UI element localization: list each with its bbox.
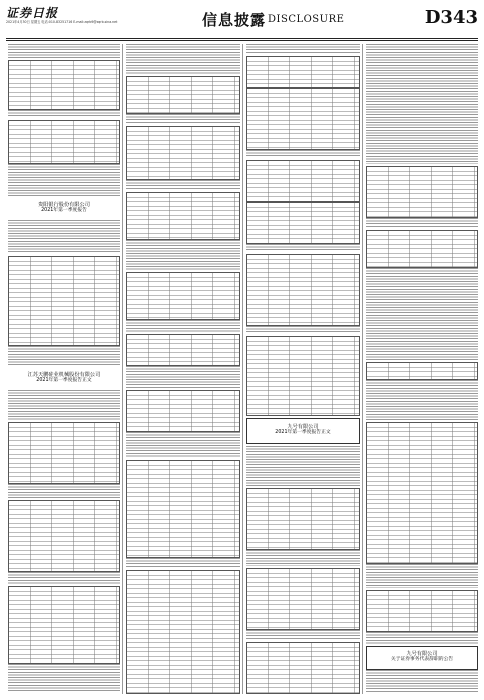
data-table [246,642,360,694]
company-name: 九号有限公司 [406,651,438,657]
announcement-heading [8,202,120,215]
text-block [246,244,360,252]
text-block [8,110,120,118]
column-divider [362,44,363,694]
data-table [8,60,120,110]
data-table [246,202,360,244]
section-title-en: DISCLOSURE [268,14,345,25]
announcement-heading [247,424,359,437]
text-block [246,446,360,486]
text-block [8,664,120,692]
text-block [366,670,478,692]
text-block [8,390,120,420]
data-table [126,390,240,432]
masthead [6,4,478,38]
column-divider [242,44,243,694]
data-table [246,160,360,202]
data-table [8,500,120,572]
text-block [126,240,240,270]
text-block [8,572,120,584]
data-table [8,256,120,346]
text-block [366,268,478,360]
data-table [366,422,478,564]
dateline: 2021年4月30日 星期五 电话:010-83251716 E-mail:zqrb9@zqrb.sina.net [6,20,118,24]
data-table [246,88,360,150]
data-table [126,76,240,114]
data-table [246,336,360,416]
data-table [8,586,120,664]
data-table [126,192,240,240]
data-table [126,570,240,694]
text-block [366,44,478,164]
data-table [246,254,360,326]
company-name: 贵阳银行股份有限公司 [38,202,90,208]
text-block [246,550,360,566]
data-table [126,334,240,366]
report-title: 2021年第一季度报告 [41,208,87,214]
data-table [366,230,478,268]
report-title: 2021年第一季度报告正文 [275,430,331,436]
announcement-heading [367,651,477,664]
column-divider [122,44,123,694]
data-table [366,362,478,380]
masthead-rule [6,38,478,39]
data-table [246,56,360,88]
text-block [246,630,360,640]
report-title: 2021年第一季度报告正文 [36,378,92,384]
section-title: 信息披露 [202,11,267,29]
text-block [366,218,478,228]
newspaper-logo: 证券日报 [6,6,59,20]
text-block [126,44,240,74]
data-table [366,166,478,218]
announcement-heading [8,372,120,385]
text-block [8,164,120,198]
data-table [366,590,478,632]
data-table [126,126,240,180]
text-block [8,44,120,58]
text-block [366,380,478,420]
text-block [246,150,360,158]
company-name: 九号有限公司 [287,424,319,430]
text-block [246,44,360,54]
data-table [246,488,360,550]
text-block [126,366,240,388]
masthead-rule-thin [6,40,478,41]
text-block [126,180,240,190]
text-block [126,558,240,568]
text-block [8,346,120,366]
text-block [8,484,120,498]
company-name: 江苏天鹏硅业机械股份有限公司 [27,372,101,378]
announcement-heading-box [246,418,360,444]
announcement-heading-box [366,646,478,670]
text-block [246,326,360,334]
text-block [366,632,478,644]
data-table [126,272,240,320]
report-title: 关于证券事务代表辞职的公告 [390,657,454,663]
text-block [366,564,478,588]
data-table [8,422,120,484]
text-block [8,220,120,254]
data-table [8,120,120,164]
text-block [126,114,240,124]
page-number: D343 [424,7,478,28]
data-table [246,568,360,630]
text-block [126,320,240,332]
data-table [126,460,240,558]
text-block [126,432,240,458]
